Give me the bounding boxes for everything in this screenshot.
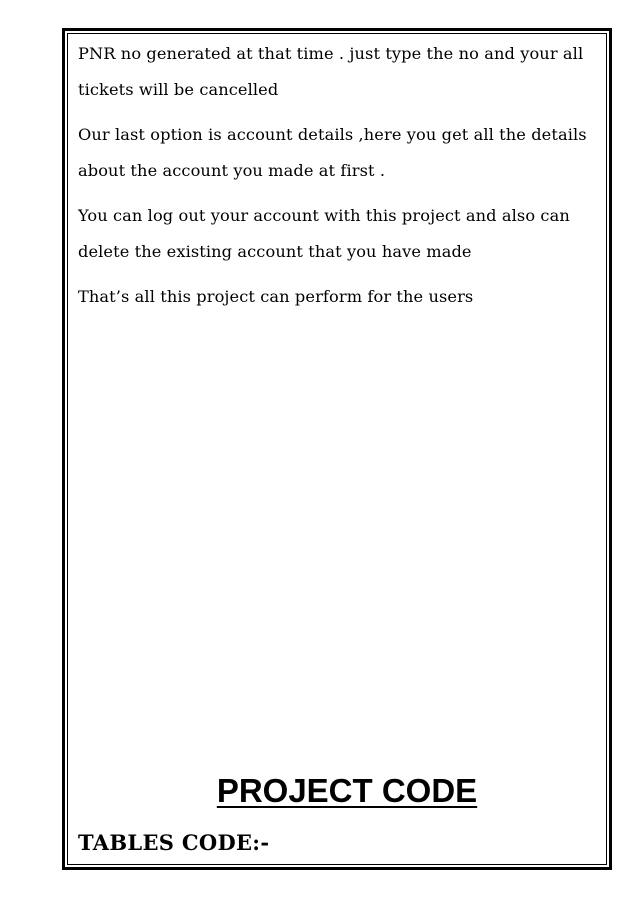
- paragraph-pnr-cancel: PNR no generated at that time . just type the no and your all tickets will be cancelled: [78, 44, 584, 99]
- paragraph-logout-delete: You can log out your account with this project and also can delete the existing account that you have made: [78, 206, 570, 261]
- project-code-heading: PROJECT CODE: [216, 772, 478, 809]
- paragraph-account-details: Our last option is account details ,here you get all the details about the account you made at first .: [78, 125, 587, 180]
- paragraph-summary: That’s all this project can perform for the users: [78, 287, 474, 306]
- body-text: [78, 36, 598, 324]
- tables-code-subheading: TABLES CODE:-: [78, 830, 270, 855]
